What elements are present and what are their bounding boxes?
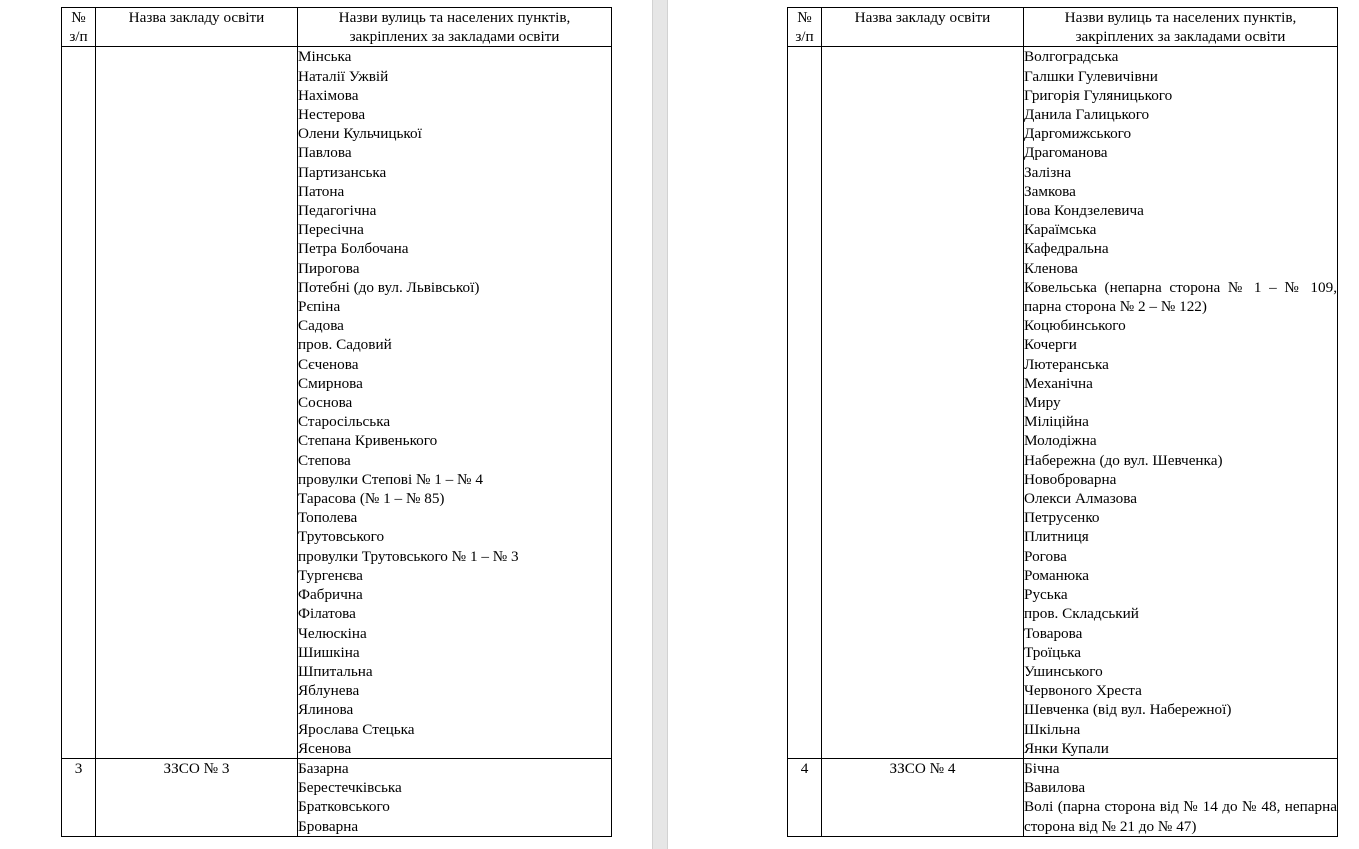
document-page-right (668, 0, 1359, 849)
street-item: Фабрична (298, 586, 363, 604)
street-item: Волгоградська (1024, 48, 1119, 66)
street-item: Даргомижського (1024, 125, 1132, 143)
street-item: Янки Купали (1024, 739, 1109, 757)
school-name: ЗЗСО № 3 (96, 758, 298, 836)
street-item: Сєченова (298, 355, 359, 373)
street-item: Братковського (298, 798, 390, 816)
street-item: Наталії Ужвій (298, 67, 389, 85)
school-name: ЗЗСО № 4 (822, 758, 1024, 836)
street-item: Кочерги (1024, 336, 1077, 354)
street-item: Шишкіна (298, 643, 360, 661)
street-item: Кафедральна (1024, 240, 1109, 258)
table-header-row (788, 8, 1338, 47)
street-item: Миру (1024, 394, 1061, 412)
street-item: Трутовського (298, 528, 385, 546)
street-list (1024, 47, 1338, 759)
street-item: Потебні (до вул. Львівської) (298, 278, 480, 296)
street-item: Яблунева (298, 682, 360, 700)
street-item: Ушинського (1024, 662, 1103, 680)
street-item: Рєпіна (298, 298, 341, 316)
street-item: Філатова (298, 605, 356, 623)
street-item: Броварна (298, 817, 359, 835)
street-item: Бічна (1024, 759, 1060, 777)
street-list (298, 758, 612, 836)
header-streets-line1: Назви вулиць та населених пунктів, (338, 9, 571, 26)
row-number (62, 47, 96, 759)
page-gap-divider (652, 0, 668, 849)
street-item: пров. Складський (1024, 605, 1139, 623)
street-item: Драгоманова (1024, 144, 1108, 162)
header-number (788, 8, 822, 47)
street-item: Іова Кондзелевича (1024, 202, 1144, 220)
street-item: Міліційна (1024, 413, 1089, 431)
street-item: Караїмська (1024, 221, 1097, 239)
header-streets-line2: закріплених за закладами освіти (1075, 28, 1286, 46)
street-item: Соснова (298, 394, 353, 412)
header-school: Назва закладу освіти (822, 8, 1024, 47)
street-item: Павлова (298, 144, 352, 162)
street-item: Петра Болбочана (298, 240, 409, 258)
header-number-line2: з/п (69, 28, 88, 46)
street-item: Педагогічна (298, 202, 377, 220)
street-item: Челюскіна (298, 624, 367, 642)
street-item: Червоного Хреста (1024, 682, 1142, 700)
street-item: Старосільська (298, 413, 391, 431)
street-item: провулки Трутовського № 1 – № 3 (298, 547, 519, 565)
street-item: Тополева (298, 509, 358, 527)
street-item: Григорія Гуляницького (1024, 86, 1173, 104)
table-body-left (62, 47, 612, 836)
street-item: Шевченка (від вул. Набережної) (1024, 701, 1232, 719)
street-item: Пирогова (298, 259, 360, 277)
street-item: Олекси Алмазова (1024, 490, 1137, 508)
street-item: Волі (парна сторона від № 14 до № 48, непарна сторона від № 21 до № 47) (1024, 798, 1337, 835)
street-item: Патона (298, 182, 345, 200)
table-row (62, 47, 612, 759)
street-item: Нахімова (298, 86, 359, 104)
street-list (1024, 758, 1338, 836)
row-number (788, 47, 822, 759)
street-item: Петрусенко (1024, 509, 1100, 527)
table-body-right (788, 47, 1338, 836)
street-item: Садова (298, 317, 344, 335)
street-item: Мінська (298, 48, 352, 66)
street-item: Кленова (1024, 259, 1078, 277)
street-item: Степана Кривенького (298, 432, 438, 450)
row-number: 4 (788, 758, 822, 836)
street-item: Ковельська (непарна сторона № 1 – № 109, парна сторона № 2 – № 122) (1024, 278, 1337, 316)
street-list (298, 47, 612, 759)
street-item: пров. Садовий (298, 336, 392, 354)
street-item: Замкова (1024, 182, 1076, 200)
street-item: Шпитальна (298, 662, 373, 680)
street-item: Тарасова (№ 1 – № 85) (298, 490, 445, 508)
street-item: Механічна (1024, 374, 1093, 392)
street-item: Данила Галицького (1024, 106, 1150, 124)
header-number (62, 8, 96, 47)
street-item: Смирнова (298, 374, 363, 392)
street-item: Партизанська (298, 163, 387, 181)
header-number-line2: з/п (795, 28, 814, 46)
street-item: Ярослава Стецька (298, 720, 415, 738)
table-row (788, 47, 1338, 759)
street-item: Пересічна (298, 221, 364, 239)
street-item: провулки Степові № 1 – № 4 (298, 470, 483, 488)
street-item: Олени Кульчицької (298, 125, 422, 143)
street-item: Залізна (1024, 163, 1072, 181)
street-item: Вавилова (1024, 779, 1086, 797)
school-name (822, 47, 1024, 759)
street-item: Руська (1024, 586, 1068, 604)
street-item: Набережна (до вул. Шевченка) (1024, 451, 1223, 469)
street-item: Романюка (1024, 566, 1089, 584)
school-streets-table-left (61, 7, 612, 837)
street-item: Степова (298, 451, 351, 469)
street-item: Берестечківська (298, 779, 402, 797)
street-item: Базарна (298, 759, 349, 777)
street-item: Молодіжна (1024, 432, 1097, 450)
street-item: Рогова (1024, 547, 1067, 565)
header-number-line1: № (797, 9, 812, 26)
header-streets (298, 8, 612, 47)
header-number-line1: № (71, 9, 86, 26)
header-streets (1024, 8, 1338, 47)
street-item: Ясенова (298, 739, 352, 757)
street-item: Шкільна (1024, 720, 1081, 738)
street-item: Товарова (1024, 624, 1083, 642)
document-page-left (0, 0, 652, 849)
header-streets-line1: Назви вулиць та населених пунктів, (1064, 9, 1297, 26)
school-streets-table-right (787, 7, 1338, 837)
street-item: Тургенєва (298, 566, 363, 584)
table-header-row (62, 8, 612, 47)
street-item: Лютеранська (1024, 355, 1109, 373)
street-item: Плитниця (1024, 528, 1089, 546)
street-item: Ялинова (298, 701, 354, 719)
street-item: Троїцька (1024, 643, 1082, 661)
street-item: Коцюбинського (1024, 317, 1126, 335)
street-item: Галшки Гулевичівни (1024, 67, 1158, 85)
header-school: Назва закладу освіти (96, 8, 298, 47)
street-item: Нестерова (298, 106, 366, 124)
street-item: Новоброварна (1024, 470, 1117, 488)
header-streets-line2: закріплених за закладами освіти (349, 28, 560, 46)
school-name (96, 47, 298, 759)
table-row (788, 758, 1338, 836)
table-row (62, 758, 612, 836)
row-number: 3 (62, 758, 96, 836)
